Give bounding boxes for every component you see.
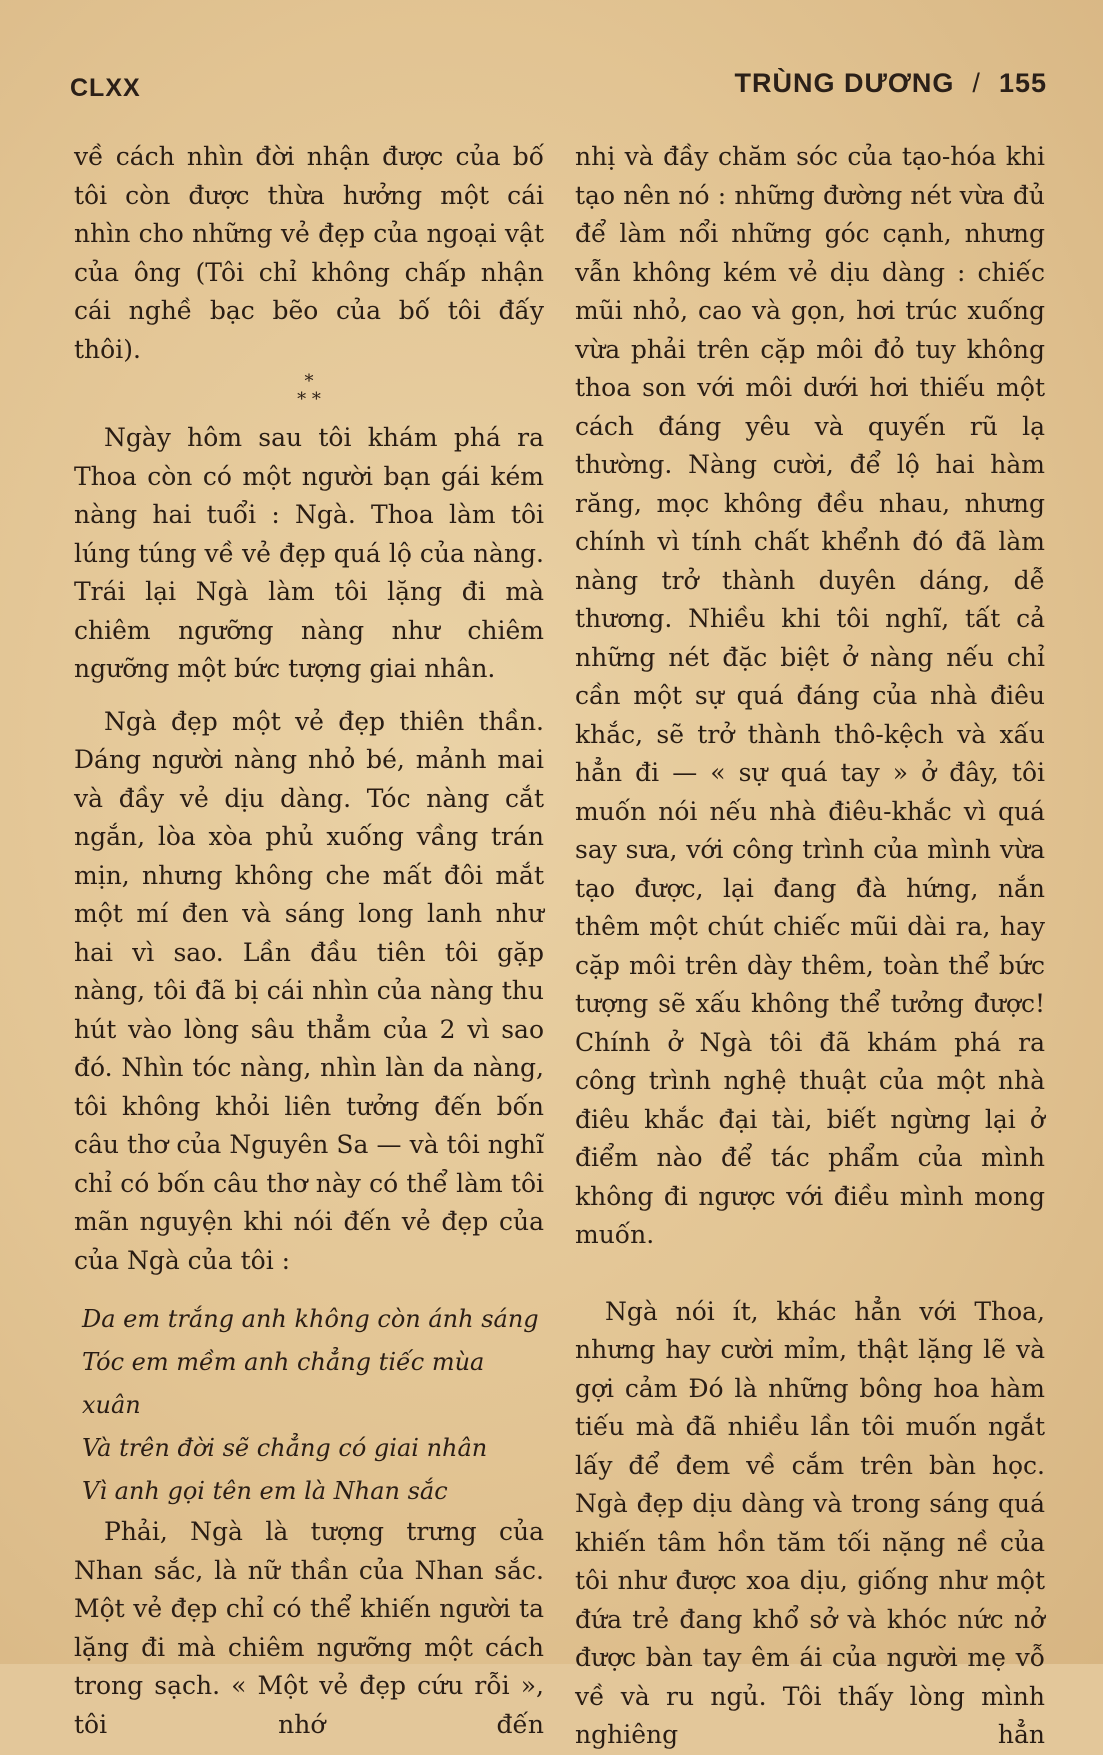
paragraph: Ngày hôm sau tôi khám phá ra Thoa còn có một người bạn gái kém nàng hai tuổi : Ngà. Thoa làm tôi lúng túng về vẻ đẹp quá lộ của nàng. Trái lại Ngà làm tôi lặng đi mà chiêm ngưỡng nàng như chiêm ngưỡng một bức tượng giai nhân. bbox=[74, 423, 544, 683]
header-title-group bbox=[735, 68, 1048, 99]
poem-line: Da em trắng anh không còn ánh sáng bbox=[82, 1305, 539, 1333]
paragraph: Ngà đẹp một vẻ đẹp thiên thần. Dáng người nàng nhỏ bé, mảnh mai và đầy vẻ dịu dàng. Tóc nàng cắt ngắn, lòa xòa phủ xuống vầng trán mịn, nhưng không che mất đôi mắt một mí đen và sáng long lanh như hai vì sao. Lần đầu tiên tôi gặp nàng, tôi đã bị cái nhìn của nàng thu hút vào lòng sâu thẳm của 2 vì sao đó. Nhìn tóc nàng, nhìn làn da nàng, tôi không khỏi liên tưởng đến bốn câu thơ của Nguyên Sa — và tôi nghĩ chỉ có bốn câu thơ này có thể làm tôi mãn nguyện khi nói đến vẻ đẹp của của Ngà của tôi : bbox=[74, 706, 544, 1275]
header-separator: / bbox=[972, 68, 981, 98]
page-number: 155 bbox=[998, 68, 1047, 98]
paragraph: Ngà nói ít, khác hẳn với Thoa, nhưng hay cười mỉm, thật lặng lẽ và gợi cảm Đó là những bông hoa hàm tiếu mà đã nhiều lần tôi muốn ngắt lấy để đem về cắm trên bàn học. Ngà đẹp dịu dàng và trong sáng quá khiến tâm hồn tăm tối nặng nề của tôi như được xoa dịu, giống như một đứa trẻ đang khổ sở và khóc nức nở được bàn tay êm ái của người mẹ vỗ về và ru ngủ. Tôi thấy lòng mình nghiêng hẳn bbox=[575, 1296, 1045, 1749]
right-column bbox=[575, 138, 1045, 1755]
paragraph: Phải, Ngà là tượng trưng của Nhan sắc, là nữ thần của Nhan sắc. Một vẻ đẹp chỉ có thể khiến người ta lặng đi mà chiêm ngưỡng một cách trong sạch. « Một vẻ đẹp cứu rỗi », tôi nhớ đến bbox=[74, 1517, 544, 1739]
poem-line: Và trên đời sẽ chẳng có giai nhân bbox=[82, 1434, 488, 1462]
section-number: CLXX bbox=[70, 74, 141, 102]
paragraph-continuation: về cách nhìn đời nhận được của bố tôi còn được thừa hưởng một cái nhìn cho những vẻ đẹp của ngoại vật của ông (Tôi chỉ không chấp nhận cái nghề bạc bẽo của bố tôi đấy thôi). bbox=[74, 142, 544, 364]
author-name: TRÙNG DƯƠNG bbox=[734, 68, 955, 98]
paragraph-continuation: nhị và đầy chăm sóc của tạo-hóa khi tạo nên nó : những đường nét vừa đủ để làm nổi những góc cạnh, nhưng vẫn không kém vẻ dịu dàng : chiếc mũi nhỏ, cao và gọn, hơi trúc xuống vừa phải trên cặp môi đỏ tuy không thoa son với môi dưới hơi thiếu một cách đáng yêu và quyến rũ lạ thường. Nàng cười, để lộ hai hàm răng, mọc không đều nhau, nhưng chính vì tính chất khểnh đó đã làm nàng trở thành duyên dáng, dễ thương. Nhiều khi tôi nghĩ, tất cả những nét đặc biệt ở nàng nếu chỉ cần một sự quá đáng của nhà điêu khắc, sẽ trở thành thô-kệch và xấu hẳn đi — « sự quá tay » ở đây, tôi muốn nói nếu nhà điêu-khắc vì quá say sưa, với công trình của mình vừa tạo được, lại đang đà hứng, nắn thêm một chút chiếc mũi dài ra, hay cặp môi trên dày thêm, toàn thể bức tượng sẽ xấu không thể tưởng được! Chính ở Ngà tôi đã khám phá ra công trình nghệ thuật của một nhà điêu khắc đại tài, biết ngừng lại ở điểm nào để tác phẩm của mình không đi ngược với điều mình mong muốn. bbox=[575, 142, 1045, 1249]
poem-line: Vì anh gọi tên em là Nhan sắc bbox=[82, 1477, 448, 1505]
left-column bbox=[74, 138, 544, 1744]
section-break-asterisks: * * * bbox=[297, 371, 321, 410]
running-header bbox=[70, 68, 1047, 108]
poem-quote bbox=[82, 1298, 544, 1513]
poem-line: Tóc em mềm anh chẳng tiếc mùa xuân bbox=[82, 1348, 485, 1419]
